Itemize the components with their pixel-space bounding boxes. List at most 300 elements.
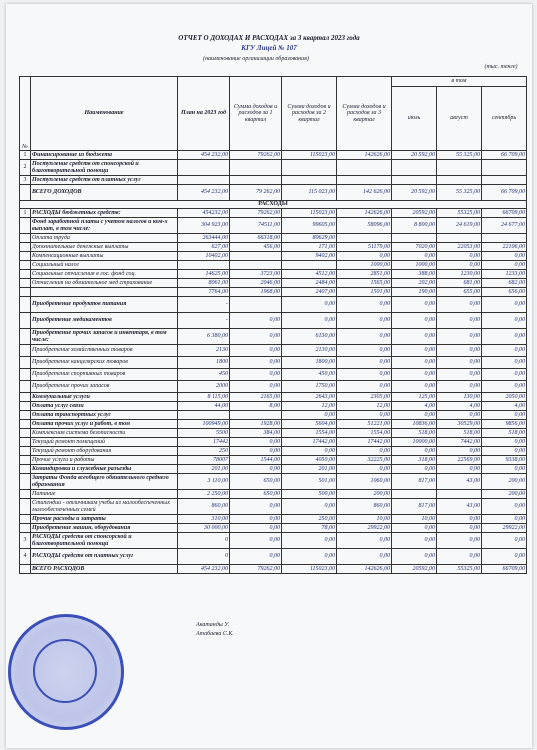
cell-no: [20, 565, 31, 574]
cell-sep: 0,00: [482, 438, 527, 447]
cell-sep: 0,00: [482, 369, 527, 381]
col-q1: Сумма доходов и расходов за 1 квартал: [230, 77, 282, 151]
cell-q3: 0,00: [337, 252, 392, 261]
col-incl: в том: [392, 77, 527, 87]
cell-q2: 0,00: [282, 447, 337, 456]
cell-jul: 817,00: [392, 499, 437, 515]
cell-jul: 0,00: [392, 533, 437, 549]
cell-no: 2: [20, 160, 31, 176]
cell-q1: [230, 252, 282, 261]
cell-plan: 250: [178, 447, 230, 456]
table-row: [20, 345, 527, 357]
cell-aug: 0,00: [437, 357, 482, 369]
table-row: [20, 252, 527, 261]
table-row: [20, 490, 527, 499]
cell-q3: 10,00: [337, 515, 392, 524]
table-row: [20, 465, 527, 474]
cell-q2: 2130,00: [282, 345, 337, 357]
cell-sep: 0,00: [482, 381, 527, 393]
cell-name: Оплата труда: [31, 234, 178, 243]
table-row: [20, 533, 527, 549]
cell-jul: 0,00: [392, 381, 437, 393]
cell-plan: 454 232,00: [178, 565, 230, 574]
cell-no: [20, 499, 31, 515]
cell-sep: 0,00: [482, 261, 527, 270]
cell-name: ВСЕГО РАСХОДОВ: [31, 565, 178, 574]
cell-q1: 8,00: [230, 402, 282, 411]
cell-no: [20, 420, 31, 429]
cell-aug: 55 325,00: [437, 185, 482, 201]
cell-plan: -: [178, 313, 230, 329]
cell-name: Поступление средств от платных услуг: [31, 176, 178, 185]
cell-jul: 0,00: [392, 447, 437, 456]
cell-q1: 0,00: [230, 499, 282, 515]
cell-plan: 263444,00: [178, 234, 230, 243]
cell-q2: 171,00: [282, 243, 337, 252]
table-row: [20, 288, 527, 297]
cell-q3: 32225,00: [337, 456, 392, 465]
cell-aug: 22053,00: [437, 243, 482, 252]
table-row: [20, 515, 527, 524]
table-row: [20, 429, 527, 438]
cell-sep: [482, 176, 527, 185]
cell-q3: 142626,00: [337, 209, 392, 218]
cell-q2: 80629,00: [282, 234, 337, 243]
cell-q3: 0,00: [337, 329, 392, 345]
cell-sep: 0,00: [482, 357, 527, 369]
report-table: [19, 76, 527, 574]
cell-q3: 12,00: [337, 402, 392, 411]
cell-no: [20, 524, 31, 533]
cell-sep: 682,00: [482, 279, 527, 288]
cell-plan: 14625,00: [178, 270, 230, 279]
table-row: [20, 565, 527, 574]
cell-plan: 8061,00: [178, 279, 230, 288]
cell-aug: 0,00: [437, 369, 482, 381]
cell-aug: 30529,00: [437, 420, 482, 429]
cell-name: РАСХОДЫ бюджетных средств:: [31, 209, 178, 218]
cell-name: Текущий ремонт оборудования: [31, 447, 178, 456]
cell-q2: 1800,00: [282, 357, 337, 369]
cell-name: РАСХОДЫ средств от платных услуг: [31, 549, 178, 565]
cell-q3: 51221,00: [337, 420, 392, 429]
cell-aug: 0,00: [437, 515, 482, 524]
cell-q2: [282, 261, 337, 270]
cell-q3: 142626,00: [337, 565, 392, 574]
section-label: РАСХОДЫ: [20, 201, 527, 209]
cell-q1: [230, 297, 282, 313]
signature-2: Атабаева С.К.: [196, 631, 234, 637]
cell-jul: 0,00: [392, 465, 437, 474]
cell-q2: [282, 176, 337, 185]
table-row: [20, 270, 527, 279]
cell-aug: 0,00: [437, 533, 482, 549]
cell-plan: 30 000,00: [178, 524, 230, 533]
cell-no: [20, 402, 31, 411]
cell-jul: 8 800,00: [392, 218, 437, 234]
cell-no: [20, 490, 31, 499]
cell-name: Приобретение хозяйственных товаров: [31, 345, 178, 357]
cell-q2: 0,00: [282, 297, 337, 313]
table-row: [20, 420, 527, 429]
cell-sep: 656,00: [482, 288, 527, 297]
cell-no: 1: [20, 209, 31, 218]
cell-no: [20, 357, 31, 369]
cell-q2: 2643,00: [282, 393, 337, 402]
cell-q3: 2305,00: [337, 393, 392, 402]
cell-name: Коммунальные услуги: [31, 393, 178, 402]
cell-no: [20, 252, 31, 261]
cell-q3: 0,00: [337, 533, 392, 549]
cell-no: [20, 393, 31, 402]
table-row: [20, 381, 527, 393]
cell-q3: 860,00: [337, 499, 392, 515]
cell-jul: 10,00: [392, 515, 437, 524]
cell-aug: 4,00: [437, 402, 482, 411]
report-title: ОТЧЕТ О ДОХОДАХ И РАСХОДАХ за 3 квартал 2023 года: [178, 34, 360, 42]
cell-no: [20, 465, 31, 474]
cell-name: Финансирование из бюджета: [31, 151, 178, 160]
cell-jul: 7020,00: [392, 243, 437, 252]
cell-jul: 0,00: [392, 549, 437, 565]
cell-sep: 1233,00: [482, 270, 527, 279]
cell-no: [20, 297, 31, 313]
cell-jul: 388,00: [392, 270, 437, 279]
cell-name: Оплата услуг связи: [31, 402, 178, 411]
cell-jul: 0,00: [392, 524, 437, 533]
cell-q3: 1501,00: [337, 288, 392, 297]
cell-jul: 10000,00: [392, 438, 437, 447]
cell-name: Оплата прочих услуг и работ, в том: [31, 420, 178, 429]
cell-no: [20, 329, 31, 345]
cell-q3: 1060,00: [337, 474, 392, 490]
cell-sep: 0,00: [482, 533, 527, 549]
cell-q1: [230, 176, 282, 185]
cell-no: [20, 515, 31, 524]
cell-plan: 454 232,00: [178, 151, 230, 160]
cell-sep: 0,00: [482, 252, 527, 261]
cell-name: Приобретение спортивных товаров: [31, 369, 178, 381]
cell-q1: [230, 261, 282, 270]
cell-q3: 0,00: [337, 381, 392, 393]
cell-q2: 2484,00: [282, 279, 337, 288]
cell-q1: 384,00: [230, 429, 282, 438]
cell-jul: 202,00: [392, 279, 437, 288]
cell-aug: [437, 176, 482, 185]
cell-plan: [178, 176, 230, 185]
cell-no: [20, 474, 31, 490]
cell-no: 1: [20, 151, 31, 160]
cell-name: Приобретение продуктов питания: [31, 297, 178, 313]
cell-name: Дополнительные денежные выплаты: [31, 243, 178, 252]
table-row: [20, 524, 527, 533]
cell-plan: 44,00: [178, 402, 230, 411]
cell-q3: [337, 160, 392, 176]
cell-aug: 43,00: [437, 474, 482, 490]
cell-plan: 100949,00: [178, 420, 230, 429]
col-aug: август: [437, 87, 482, 151]
cell-jul: 20 592,00: [392, 151, 437, 160]
cell-name: Питание: [31, 490, 178, 499]
cell-jul: 0,00: [392, 252, 437, 261]
cell-no: 3: [20, 533, 31, 549]
cell-aug: 55 325,00: [437, 151, 482, 160]
cell-name: Приобретение прочих запасов: [31, 381, 178, 393]
cell-q3: 2851,00: [337, 270, 392, 279]
cell-q3: 142626,00: [337, 151, 392, 160]
cell-q2: 4050,00: [282, 456, 337, 465]
cell-aug: 55325,00: [437, 565, 482, 574]
table-row: [20, 357, 527, 369]
cell-jul: 518,00: [392, 429, 437, 438]
table-row: [20, 279, 527, 288]
cell-q2: 0,00: [282, 411, 337, 420]
cell-q2: 250,00: [282, 515, 337, 524]
cell-plan: 0: [178, 533, 230, 549]
cell-jul: 125,00: [392, 393, 437, 402]
cell-jul: 20 592,00: [392, 185, 437, 201]
cell-q1: 0,00: [230, 524, 282, 533]
cell-aug: 0,00: [437, 524, 482, 533]
cell-sep: 0,00: [482, 549, 527, 565]
cell-jul: 0,00: [392, 345, 437, 357]
cell-no: 4: [20, 549, 31, 565]
cell-no: [20, 218, 31, 234]
cell-q2: 78,00: [282, 524, 337, 533]
cell-q3: 0,00: [337, 411, 392, 420]
org-caption: (наименование организации образования): [203, 56, 309, 62]
cell-plan: 2000: [178, 381, 230, 393]
cell-plan: 10402,00: [178, 252, 230, 261]
table-row: [20, 160, 527, 176]
cell-name: Отчисления на обязательное мед страхование: [31, 279, 178, 288]
cell-q1: 1968,00: [230, 288, 282, 297]
cell-plan: 627,00: [178, 243, 230, 252]
cell-aug: 0,00: [437, 447, 482, 456]
cell-q2: 0,00: [282, 499, 337, 515]
cell-q3: 0,00: [337, 369, 392, 381]
cell-q2: 500,00: [282, 490, 337, 499]
cell-q3: 1554,00: [337, 429, 392, 438]
cell-name: Приобретение прочих запасов и инвентаря, в том числе:: [31, 329, 178, 345]
table-row: [20, 456, 527, 465]
table-row: [20, 411, 527, 420]
cell-aug: 55325,00: [437, 209, 482, 218]
cell-q2: 17442,00: [282, 438, 337, 447]
cell-no: [20, 313, 31, 329]
cell-plan: 304 923,00: [178, 218, 230, 234]
cell-no: 3: [20, 176, 31, 185]
cell-no: [20, 270, 31, 279]
cell-no: [20, 234, 31, 243]
table-row: [20, 369, 527, 381]
table-row: [20, 297, 527, 313]
cell-q2: 0,00: [282, 533, 337, 549]
cell-aug: 0,00: [437, 411, 482, 420]
cell-plan: 7764,00: [178, 288, 230, 297]
col-no: №: [20, 77, 31, 151]
cell-q1: 650,00: [230, 490, 282, 499]
cell-sep: 0,00: [482, 499, 527, 515]
cell-q1: 0,00: [230, 515, 282, 524]
cell-jul: 20592,00: [392, 209, 437, 218]
cell-name: Социальные отчисления в гос. фонд соц.: [31, 270, 178, 279]
cell-aug: 22569,00: [437, 456, 482, 465]
table-row: [20, 438, 527, 447]
cell-plan: 860,00: [178, 499, 230, 515]
cell-aug: [437, 234, 482, 243]
cell-q2: 1554,00: [282, 429, 337, 438]
cell-name: [31, 288, 178, 297]
cell-q3: 58096,00: [337, 218, 392, 234]
cell-jul: 190,00: [392, 288, 437, 297]
cell-q2: 450,00: [282, 369, 337, 381]
cell-q1: 0,00: [230, 345, 282, 357]
col-plan: План на 2023 год: [178, 77, 230, 151]
cell-q1: 79 262,00: [230, 185, 282, 201]
cell-q3: 0,00: [337, 549, 392, 565]
cell-q3: 200,00: [337, 490, 392, 499]
cell-plan: 8 115,00: [178, 393, 230, 402]
cell-no: [20, 185, 31, 201]
cell-sep: 518,00: [482, 429, 527, 438]
cell-sep: 2050,00: [482, 393, 527, 402]
cell-aug: [437, 160, 482, 176]
cell-q3: 0,00: [337, 465, 392, 474]
cell-no: [20, 429, 31, 438]
cell-q1: 650,00: [230, 474, 282, 490]
cell-jul: [392, 490, 437, 499]
cell-jul: 0,00: [392, 313, 437, 329]
cell-plan: 2 250,00: [178, 490, 230, 499]
table-row: [20, 474, 527, 490]
cell-q1: 74511,00: [230, 218, 282, 234]
cell-jul: 1000,00: [392, 261, 437, 270]
cell-sep: 0,00: [482, 515, 527, 524]
cell-jul: 0,00: [392, 357, 437, 369]
cell-aug: 130,00: [437, 393, 482, 402]
table-row: [20, 209, 527, 218]
cell-aug: 0,00: [437, 345, 482, 357]
table-row: [20, 549, 527, 565]
cell-q1: 1928,00: [230, 420, 282, 429]
cell-name: Приобретение канцелярских товаров: [31, 357, 178, 369]
cell-sep: 0,00: [482, 345, 527, 357]
table-row: [20, 234, 527, 243]
cell-jul: [392, 176, 437, 185]
cell-no: [20, 447, 31, 456]
cell-q1: [230, 411, 282, 420]
cell-q1: 0,00: [230, 329, 282, 345]
cell-plan: 201,00: [178, 465, 230, 474]
cell-q3: 1565,00: [337, 279, 392, 288]
cell-q3: 0,00: [337, 313, 392, 329]
table-row: [20, 447, 527, 456]
cell-jul: 0,00: [392, 297, 437, 313]
table-row: [20, 329, 527, 345]
cell-q2: 99605,00: [282, 218, 337, 234]
cell-sep: 4,00: [482, 402, 527, 411]
cell-q1: 456,00: [230, 243, 282, 252]
cell-q2: 115023,00: [282, 151, 337, 160]
cell-no: [20, 288, 31, 297]
cell-aug: 0,00: [437, 313, 482, 329]
cell-aug: 43,00: [437, 499, 482, 515]
cell-jul: [392, 234, 437, 243]
cell-plan: 0: [178, 549, 230, 565]
cell-q1: 2165,00: [230, 393, 282, 402]
cell-q1: 0,00: [230, 381, 282, 393]
cell-jul: 817,00: [392, 474, 437, 490]
cell-q3: 0,00: [337, 297, 392, 313]
cell-no: [20, 381, 31, 393]
cell-q1: [230, 160, 282, 176]
cell-name: Комплексная система безопасности: [31, 429, 178, 438]
cell-jul: 0,00: [392, 411, 437, 420]
cell-q1: 0,00: [230, 313, 282, 329]
cell-aug: 681,00: [437, 279, 482, 288]
table-row: [20, 151, 527, 160]
org-name: КГУ Лицей № 107: [241, 44, 297, 52]
cell-no: [20, 279, 31, 288]
table-row: [20, 402, 527, 411]
col-q3: Сумма доходов и расходов за 3 квартал: [337, 77, 392, 151]
cell-aug: 0,00: [437, 252, 482, 261]
col-name: Наименование: [31, 77, 178, 151]
cell-q2: 6130,00: [282, 329, 337, 345]
cell-name: Затраты Фонда всеобщего обязательного среднего образования: [31, 474, 178, 490]
table-row: [20, 499, 527, 515]
cell-name: Командировки и служебные разъезды: [31, 465, 178, 474]
cell-plan: 78007: [178, 456, 230, 465]
section-row: [20, 201, 527, 209]
cell-sep: 24 677,00: [482, 218, 527, 234]
col-q2: Сумма доходов и расходов за 2 квартал: [282, 77, 337, 151]
cell-name: ВСЕГО ДОХОДОВ: [31, 185, 178, 201]
cell-q3: [337, 234, 392, 243]
cell-q1: 2046,00: [230, 279, 282, 288]
cell-name: Прочие расходы и затраты: [31, 515, 178, 524]
cell-jul: 10836,00: [392, 420, 437, 429]
cell-plan: 310,00: [178, 515, 230, 524]
cell-name: Фонд заработной платы с учетом налогов и ком-х выплат, в том числе:: [31, 218, 178, 234]
cell-jul: 20592,00: [392, 565, 437, 574]
cell-q1: 0,00: [230, 357, 282, 369]
cell-sep: 66 709,00: [482, 185, 527, 201]
cell-plan: 2130: [178, 345, 230, 357]
cell-q2: 12,00: [282, 402, 337, 411]
cell-sep: 200,00: [482, 474, 527, 490]
cell-name: РАСХОДЫ средств от спонсорской и благотворительной помощи: [31, 533, 178, 549]
cell-q3: 0,00: [337, 447, 392, 456]
cell-sep: 0,00: [482, 465, 527, 474]
cell-plan: 450: [178, 369, 230, 381]
cell-plan: [178, 160, 230, 176]
cell-q3: 51179,00: [337, 243, 392, 252]
cell-sep: 9856,00: [482, 420, 527, 429]
cell-name: Оплата транспортных услуг: [31, 411, 178, 420]
cell-q1: 66318,00: [230, 234, 282, 243]
cell-no: [20, 345, 31, 357]
cell-aug: [437, 490, 482, 499]
cell-name: Прочие услуги и работы: [31, 456, 178, 465]
cell-no: [20, 456, 31, 465]
cell-name: Поступление средств от спонсорской и благотворительной помощи: [31, 160, 178, 176]
cell-q2: 4512,00: [282, 270, 337, 279]
cell-q2: 201,00: [282, 465, 337, 474]
cell-no: [20, 369, 31, 381]
cell-q3: [337, 176, 392, 185]
